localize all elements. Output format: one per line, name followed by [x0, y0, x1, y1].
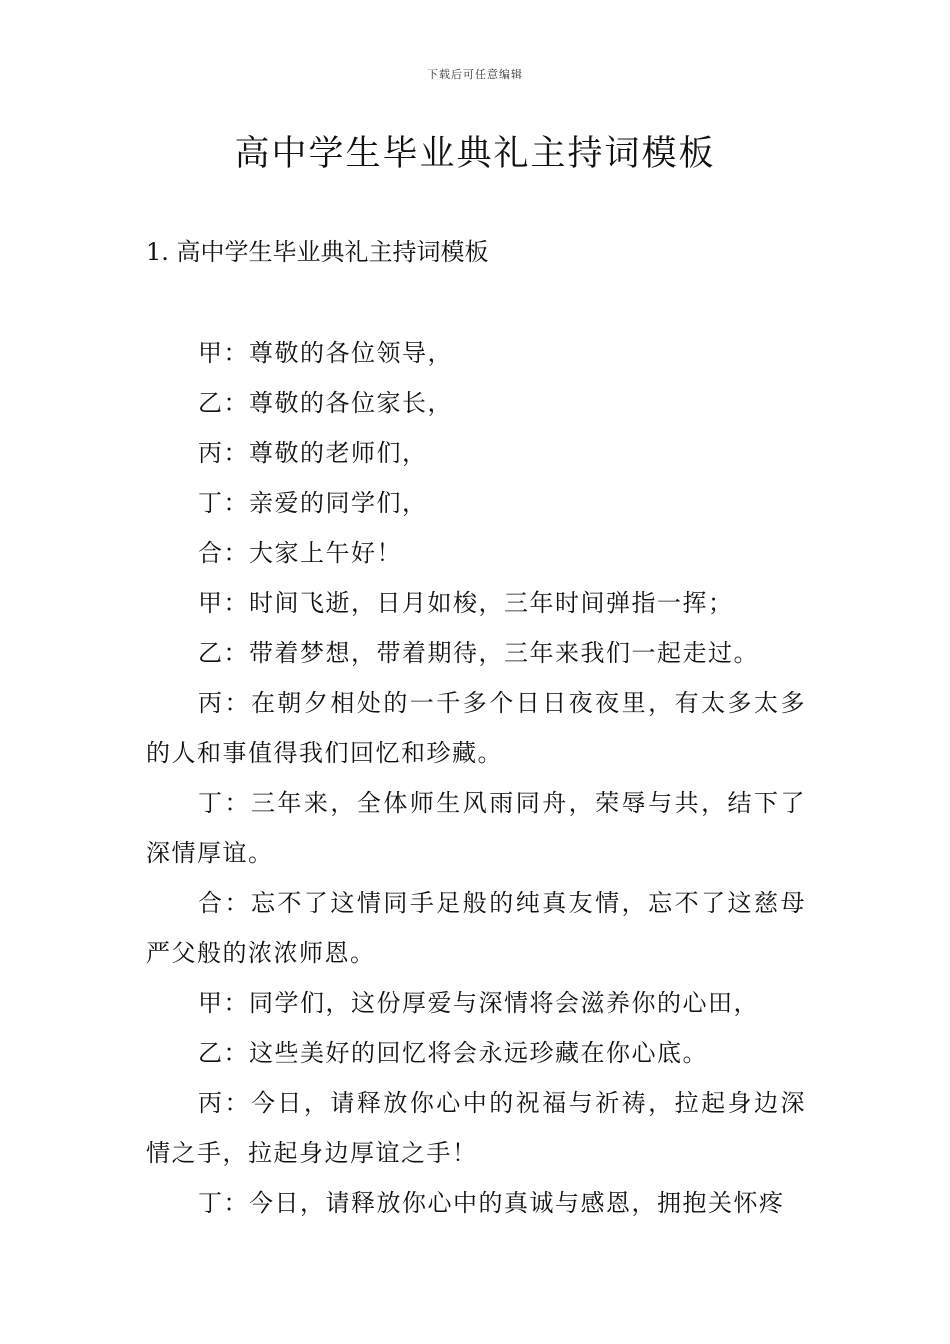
header-note: 下载后可任意编辑 — [427, 68, 523, 81]
paragraph: 乙：带着梦想，带着期待，三年来我们一起走过。 — [198, 639, 759, 667]
paragraph: 丁：三年来，全体师生风雨同舟，荣辱与共，结下了深情厚谊。 — [146, 789, 806, 867]
section-heading: 1. 高中学生毕业典礼主持词模板 — [146, 238, 489, 266]
paragraph: 丙：在朝夕相处的一千多个日日夜夜里，有太多太多的人和事值得我们回忆和珍藏。 — [146, 689, 806, 767]
paragraph: 丙：尊敬的老师们， — [198, 439, 428, 467]
document-title: 高中学生毕业典礼主持词模板 — [234, 134, 716, 174]
paragraph: 甲：尊敬的各位领导， — [198, 339, 453, 367]
paragraph: 丁：亲爱的同学们， — [198, 489, 428, 517]
paragraph: 丁：今日，请释放你心中的真诚与感恩，拥抱关怀疼 — [198, 1189, 785, 1217]
paragraph: 合：忘不了这情同手足般的纯真友情，忘不了这慈母严父般的浓浓师恩。 — [146, 889, 806, 967]
paragraph: 合：大家上午好！ — [198, 539, 402, 567]
paragraph: 乙：这些美好的回忆将会永远珍藏在你心底。 — [198, 1039, 708, 1067]
paragraph: 丙：今日，请释放你心中的祝福与祈祷，拉起身边深情之手，拉起身边厚谊之手！ — [146, 1089, 806, 1167]
paragraph: 乙：尊敬的各位家长， — [198, 389, 453, 417]
document-body — [146, 328, 806, 1228]
paragraph: 甲：时间飞逝，日月如梭，三年时间弹指一挥； — [198, 589, 734, 617]
paragraph: 甲：同学们，这份厚爱与深情将会滋养你的心田， — [198, 989, 759, 1017]
